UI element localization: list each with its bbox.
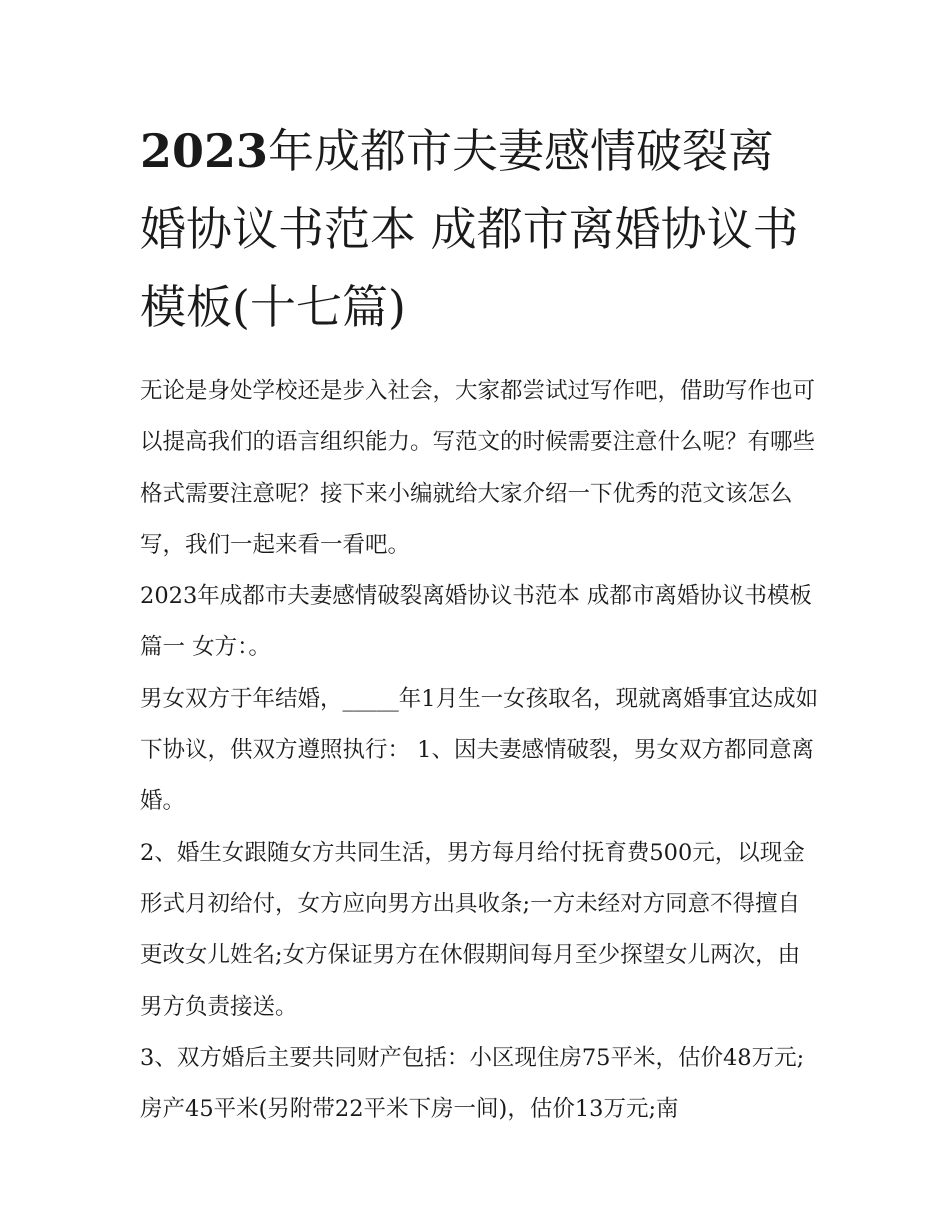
agreement-paragraph-1: 男女双方于年结婚，_____年1月生一女孩取名，现就离婚事宜达成如下协议，供双方遵照执行： 1、因夫妻感情破裂，男女双方都同意离婚。 <box>140 685 819 815</box>
document-title <box>140 112 820 346</box>
title-text: 年成都市夫妻感情破裂离婚协议书范本 成都市离婚协议书模板(十七篇) <box>140 124 799 334</box>
intro-paragraph: 无论是身处学校还是步入社会，大家都尝试过写作吧，借助写作也可以提高我们的语言组织能力。写范文的时候需要注意什么呢？有哪些格式需要注意呢？接下来小编就给大家介绍一下优秀的范文该怎么写，我们一起来看一看吧。 <box>140 378 816 558</box>
section-heading-paragraph: 2023年成都市夫妻感情破裂离婚协议书范本 成都市离婚协议书模板篇一 女方：。 <box>140 583 812 661</box>
agreement-paragraph-3: 3、双方婚后主要共同财产包括：小区现住房75平米，估价48万元;房产45平米(另附带22平米下房一间)，估价13万元;南 <box>140 1044 805 1123</box>
document-page <box>140 112 820 1135</box>
document-body <box>140 366 820 1135</box>
agreement-paragraph-2: 2、婚生女跟随女方共同生活，男方每月给付抚育费500元，以现金形式月初给付，女方应向男方出具收条;一方未经对方同意不得擅自更改女儿姓名;女方保证男方在休假期间每月至少探望女儿两次，由男方负责接送。 <box>140 839 805 1020</box>
title-year: 2023 <box>140 124 269 178</box>
